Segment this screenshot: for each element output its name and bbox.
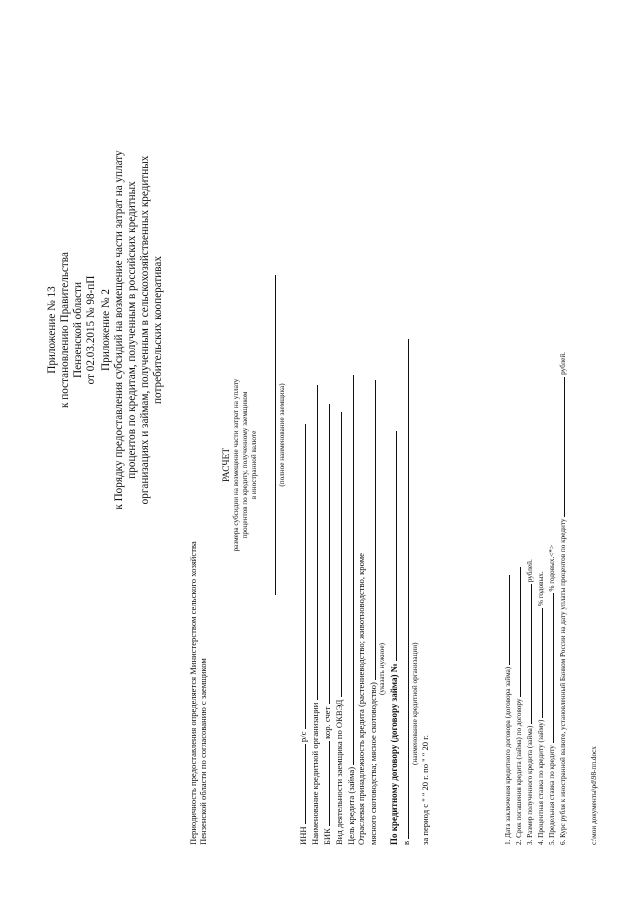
item-3-label: 3. Размер полученного кредита (займа): [526, 725, 534, 845]
bank-row: [308, 325, 320, 845]
bik-field[interactable]: [320, 741, 330, 826]
item-5-field[interactable]: [546, 593, 554, 743]
borrower-name-line: [275, 275, 276, 595]
appendix-line-3: Пензенской области: [72, 282, 84, 379]
appendix-line-5: Приложение № 2: [100, 289, 112, 371]
calc-subtitle-1: размера субсидии на возмещение части затрат на уплату: [232, 378, 240, 552]
periodicity-note: [188, 541, 208, 845]
calc-title: РАСЧЕТ: [222, 447, 232, 483]
appendix-line-6: к Порядку предоставления субсидий на возмещение части затрат на уплату: [113, 150, 125, 510]
appendix-line-9: потребительских кооперативах: [152, 256, 164, 404]
contract-row: [387, 325, 399, 845]
branch-field[interactable]: [366, 380, 376, 680]
calc-subtitle-2: процентов по кредиту, полученному заемщиком: [241, 391, 249, 539]
item-3-field[interactable]: [524, 584, 532, 724]
item-5-label: 5. Предельная ставка по кредиту: [548, 745, 556, 845]
item-4-label: 4. Процентная ставка по кредиту (займу): [537, 719, 545, 845]
item-4-unit: % годовых.: [537, 571, 545, 607]
branch-hint: (указать нужное): [378, 642, 386, 695]
period-row: за период с " " 20 г. по " " 20 г.: [420, 735, 430, 845]
rs-field[interactable]: [296, 424, 306, 729]
item-6-field[interactable]: [557, 377, 565, 517]
v-label: в: [401, 840, 411, 845]
borrower-name-hint: (полное наименование заемщика): [278, 383, 286, 487]
item-6-unit: рублей.: [559, 352, 567, 375]
appendix-line-1: Приложение № 13: [46, 286, 58, 374]
inn-field[interactable]: [296, 744, 306, 824]
contract-label: По кредитному договору (договору займа) №: [389, 663, 399, 845]
bank-v-row: [399, 325, 411, 845]
bank-name-label: Наименование кредитной организации: [310, 702, 320, 845]
item-5: [546, 285, 557, 845]
item-1-label: 1. Дата заключения кредитного договора (договора займа): [504, 666, 512, 845]
branch-row-1: Отраслевая принадлежность кредита (растениеводство; животноводство, кроме: [356, 553, 366, 845]
appendix-line-8: организациях и займам, полученным в сельскохозяйственных кредитных: [139, 155, 151, 505]
item-6-label: 6. Курс рубля к иностранной валюте, установленный Банком России на дату уплаты процентов по кредиту: [559, 518, 567, 845]
branch-line-2: мясного скотоводства; мясное скотоводство): [368, 682, 378, 845]
appendix-line-7: процентов по кредитам, полученным в российских кредитных: [126, 181, 138, 479]
kor-field[interactable]: [320, 404, 330, 704]
form-fields: [296, 325, 430, 845]
footer-path: c:\мои документы\pd\98-пп.docx: [590, 746, 598, 845]
item-6: [557, 285, 568, 845]
bank-name-field[interactable]: [308, 385, 318, 700]
item-4: [535, 285, 546, 845]
item-3: [524, 285, 535, 845]
kor-label: кор. счет: [322, 706, 332, 739]
calc-subtitle-3: в иностранной валюте: [250, 430, 258, 500]
credit-org-field[interactable]: [399, 339, 409, 839]
bik-label: БИК: [322, 828, 332, 845]
contract-number-field[interactable]: [387, 431, 397, 661]
purpose-row: [344, 325, 356, 845]
appendix-line-4: от 02.03.2015 № 98-пП: [85, 275, 97, 385]
item-2: [513, 285, 524, 845]
bik-row: [320, 325, 332, 845]
item-4-field[interactable]: [535, 608, 543, 718]
item-1: [502, 285, 513, 845]
credit-org-hint: (наименование кредитной организации): [411, 642, 419, 765]
periodicity-line-2: Пензенской области по согласованию с заемщиком: [198, 658, 208, 845]
purpose-field[interactable]: [344, 375, 354, 765]
item-1-field[interactable]: [502, 575, 510, 665]
rs-label: р/с: [298, 731, 308, 743]
okved-label: Вид деятельности заемщика по ОКВЭД: [334, 699, 344, 845]
item-2-field[interactable]: [513, 567, 521, 697]
item-2-label: 2. Срок погашения кредита (займа) по договору: [515, 698, 523, 845]
okved-field[interactable]: [332, 412, 342, 697]
item-3-unit: рублей.: [526, 559, 534, 583]
inn-label: ИНН: [298, 826, 308, 845]
inn-row: [296, 325, 308, 845]
appendix-line-2: к постановлению Правительства: [59, 252, 71, 408]
calc-title-block: [222, 315, 259, 615]
items-list: [502, 285, 568, 845]
purpose-label: Цель кредита (займа): [346, 766, 356, 845]
okved-row: [332, 325, 344, 845]
appendix-header: [46, 110, 165, 550]
branch-row-2: [366, 325, 378, 845]
periodicity-line-1: Периодичность предоставления определяется Министерством сельского хозяйства: [188, 541, 198, 845]
item-5-unit: % годовых.<*>: [548, 545, 556, 592]
